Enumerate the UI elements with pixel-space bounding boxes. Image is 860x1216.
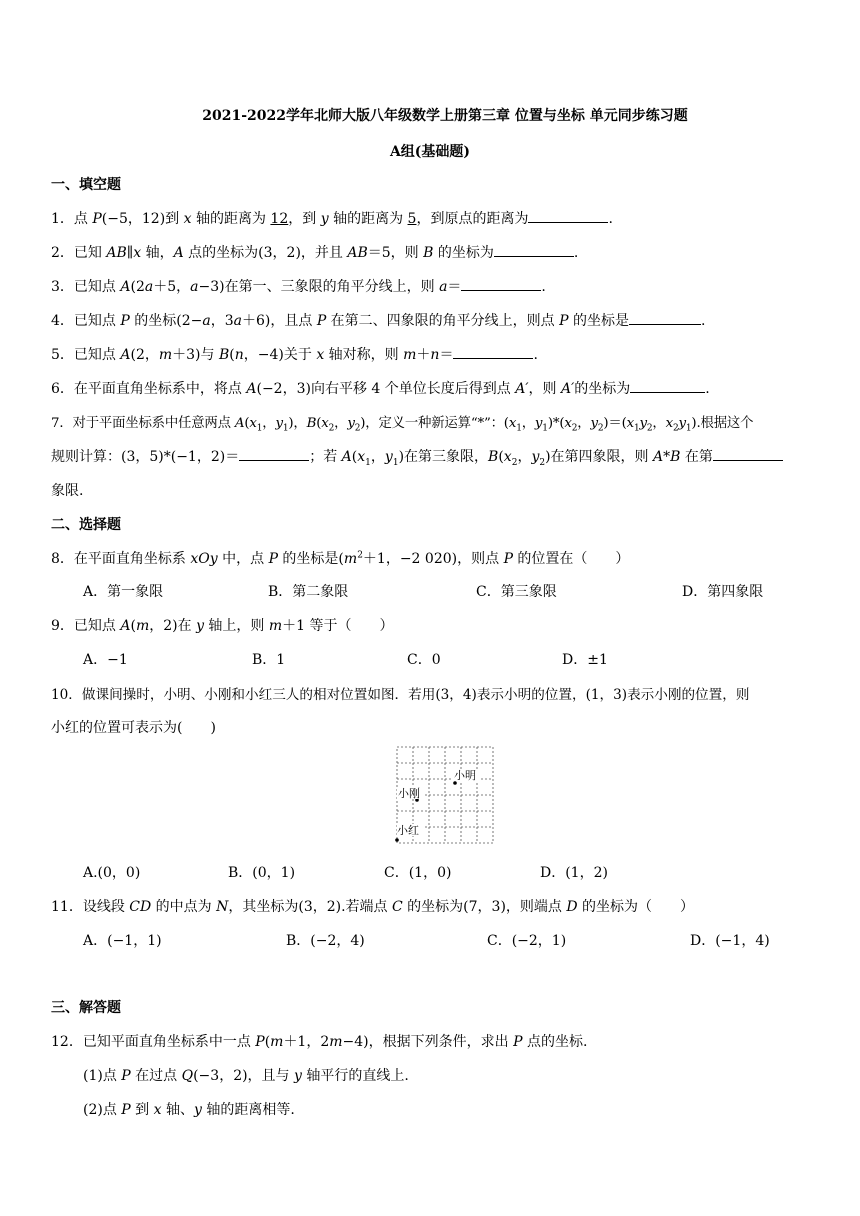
label-xiaoming: 小明 (454, 769, 476, 782)
text: ， (652, 416, 666, 431)
text: ， (262, 416, 276, 431)
q9-option-d[interactable]: D．±1 (562, 652, 608, 668)
text: 的坐标是 (568, 313, 630, 329)
question-9 (51, 615, 394, 635)
var: y (294, 1068, 302, 1084)
text: 8．在平面直角坐标系 (51, 551, 191, 567)
text: 的中点为 (151, 899, 217, 915)
text: ， (370, 449, 385, 465)
text: ＋3)与 (172, 347, 219, 363)
text: 11．设线段 (51, 899, 130, 915)
var: x (183, 211, 192, 227)
question-7-line-1 (51, 412, 754, 434)
q8-option-b[interactable]: B．第二象限 (268, 584, 349, 600)
var: m (270, 1034, 284, 1050)
subscript: 2 (328, 423, 335, 434)
text: ＋5， (153, 279, 191, 295)
var: P (503, 551, 513, 567)
var: AB (106, 245, 127, 261)
var: A (341, 449, 352, 465)
text: 4．已知点 (51, 313, 121, 329)
var: a (233, 313, 242, 329)
text: ＋ (416, 347, 431, 363)
var: n (234, 347, 244, 363)
var: x (153, 1102, 162, 1118)
var: A (120, 618, 131, 634)
var: a (439, 279, 448, 295)
var: x (503, 449, 512, 465)
question-7-line-3: 象限. (51, 483, 84, 499)
text: ，2)在 (149, 618, 197, 634)
text: ， (577, 416, 591, 431)
q8-option-d[interactable]: D．第四象限 (682, 584, 764, 600)
text: 轴、 (161, 1102, 194, 1118)
text: )，定义一种新运算“*”：( (360, 416, 509, 431)
question-12-part-2 (83, 1099, 295, 1119)
var: m (268, 618, 283, 634)
superscript: 2 (357, 550, 363, 561)
var: m (158, 347, 173, 363)
var: x (249, 416, 257, 431)
text: . (608, 211, 613, 227)
text: 6．在平面直角坐标系中，将点 (51, 381, 247, 397)
var: y (384, 449, 393, 465)
text: 轴的距离为 (191, 211, 271, 227)
q11-option-c[interactable]: C．(−2，1) (487, 933, 567, 949)
text: 的坐标为（ ） (577, 899, 695, 915)
text: ).根据这个 (691, 416, 754, 431)
q10-option-c[interactable]: C．(1，0) (384, 865, 452, 881)
text: 7．对于平面坐标系中任意两点 (51, 416, 235, 431)
var: x (321, 416, 329, 431)
var: x (564, 416, 572, 431)
q9-option-c[interactable]: C．0 (407, 652, 441, 668)
question-5 (51, 344, 538, 364)
var: CD (129, 899, 152, 915)
text: * (663, 449, 671, 465)
q10-option-d[interactable]: D．(1，2) (540, 865, 608, 881)
var: A (120, 279, 131, 295)
subscript: 2 (597, 423, 604, 434)
var: B (306, 416, 317, 431)
question-12-part-1 (83, 1065, 409, 1085)
var: AB (347, 245, 368, 261)
text: ，3 (210, 313, 234, 329)
question-3 (51, 276, 546, 296)
var: P (316, 313, 327, 329)
text: 轴， (141, 245, 174, 261)
q8-option-c[interactable]: C．第三象限 (476, 584, 557, 600)
answer-blank[interactable] (461, 276, 541, 291)
text: )在第四象限，则 (545, 449, 654, 465)
text: )， (288, 416, 307, 431)
var: P (268, 551, 278, 567)
answer-blank[interactable] (239, 446, 309, 461)
text: ( (316, 416, 322, 431)
q8-option-a[interactable]: A．第一象限 (83, 584, 164, 600)
text: ( (264, 1034, 271, 1050)
text: (2)点 (83, 1102, 122, 1118)
answer-blank[interactable] (630, 378, 705, 393)
section-fill-in: 一、填空题 (51, 177, 121, 193)
text: ( (351, 449, 358, 465)
text: ，则 (528, 381, 561, 397)
var: x (316, 347, 325, 363)
question-10-line-1: 10．做课间操时，小明、小刚和小红三人的相对位置如图．若用(3，4)表示小明的位置，(1，3)表示小刚的位置，则 (51, 687, 750, 703)
question-2 (51, 242, 578, 262)
var: y (590, 416, 598, 431)
var: A (234, 416, 245, 431)
text: 在第二、四象限的角平分线上，则点 (326, 313, 560, 329)
text: 规则计算：(3，5)*(−1，2)＝ (51, 449, 240, 465)
var: P (120, 313, 130, 329)
answer-blank[interactable] (629, 310, 701, 325)
text: 的坐标为 (433, 245, 494, 261)
text: ＋6)，且点 (241, 313, 317, 329)
var: y (531, 449, 540, 465)
text: ( (498, 449, 504, 465)
var: y (193, 1102, 202, 1118)
text: 2．已知 (51, 245, 107, 261)
subscript: 1 (256, 423, 263, 434)
subscript: 1 (282, 423, 289, 434)
text: 在过点 (130, 1068, 182, 1084)
var: C (392, 899, 403, 915)
text: ＋1 等于（ ） (282, 618, 394, 634)
var: a (144, 279, 154, 295)
var: m (403, 347, 417, 363)
text: 3．已知点 (51, 279, 121, 295)
var: B (218, 347, 230, 363)
text: 点的坐标为(3，2)，并且 (183, 245, 348, 261)
var: x (357, 449, 366, 465)
var: m (135, 618, 150, 634)
text: 5．已知点 (51, 347, 121, 363)
var: y (275, 416, 283, 431)
answer-blank[interactable] (453, 344, 533, 359)
question-12 (51, 1031, 587, 1051)
text: ， (334, 416, 348, 431)
subscript: 2 (571, 423, 578, 434)
text: 的坐标为 (574, 381, 631, 397)
question-7-line-2 (51, 446, 783, 466)
var: y (639, 416, 647, 431)
section-solution: 三、解答题 (51, 1000, 121, 1016)
group-title: A组(基础题) (389, 144, 471, 160)
q9-option-b[interactable]: B．1 (252, 652, 286, 668)
answer-blank[interactable] (494, 242, 574, 257)
text: ，−4)关于 (243, 347, 317, 363)
var: A′ (560, 381, 575, 397)
text: . (573, 245, 579, 261)
text: ，到 (288, 211, 321, 227)
subscript: 2 (354, 423, 361, 434)
var: P (255, 1034, 265, 1050)
text: 的位置在（ ） (512, 551, 630, 567)
question-1 (51, 208, 613, 228)
var: y (196, 618, 204, 634)
text: ＝ (439, 347, 454, 363)
text: (−3，2)，且与 (193, 1068, 295, 1084)
question-6 (51, 378, 710, 398)
text: ( (130, 618, 136, 634)
text: ， (521, 416, 535, 431)
subscript: 1 (516, 423, 522, 434)
var: D (566, 899, 578, 915)
var: Q (181, 1068, 194, 1084)
text: 9．已知点 (51, 618, 121, 634)
var: P (513, 1034, 523, 1050)
text: )＝( (603, 416, 627, 431)
document-title: 2021-2022学年北师大版八年级数学上册第三章 位置与坐标 单元同步练习题 (202, 108, 688, 124)
q10-option-a[interactable]: A.(0，0) (83, 865, 141, 881)
var: xOy (190, 551, 218, 567)
question-10-line-2: 小红的位置可表示为( ) (51, 720, 216, 736)
answer-blank[interactable] (528, 208, 608, 223)
label-xiaogang: 小刚 (398, 787, 420, 800)
text: 中，点 (217, 551, 269, 567)
text: 的坐标(2− (129, 313, 203, 329)
var: B (488, 449, 499, 465)
text: )*( (547, 416, 565, 431)
subscript: 1 (633, 423, 640, 434)
subscript: 2 (511, 457, 518, 468)
var: n (430, 347, 440, 363)
text: ＝5，则 (367, 245, 424, 261)
text: ，到原点的距离为 (416, 211, 529, 227)
subscript: 1 (392, 457, 399, 468)
var: y (347, 416, 355, 431)
var: A′ (515, 381, 529, 397)
var: B (423, 245, 434, 261)
text: 轴的距离为 (328, 211, 408, 227)
answer-blank[interactable] (713, 446, 783, 461)
var: y (320, 211, 329, 227)
text: ( (229, 347, 235, 363)
var: y (678, 416, 686, 431)
position-grid-figure (395, 745, 497, 849)
text: . (705, 381, 710, 397)
question-4 (51, 310, 705, 330)
var: P (121, 1068, 131, 1084)
var: A (246, 381, 257, 397)
subscript: 1 (365, 457, 371, 468)
text: (1)点 (83, 1068, 122, 1084)
text: 到 (130, 1102, 154, 1118)
text: 的坐标为(7，3)，则端点 (402, 899, 567, 915)
answer-underlined: 5 (407, 211, 417, 227)
subscript: 2 (646, 423, 653, 434)
var: a (190, 279, 199, 295)
text: (−5，12)到 (101, 211, 184, 227)
q11-option-a[interactable]: A．(−1，1) (83, 933, 162, 949)
label-xiaohong: 小红 (397, 824, 419, 837)
var: m (343, 551, 358, 567)
var: P (92, 211, 102, 227)
var: A (173, 245, 184, 261)
text: 轴对称，则 (324, 347, 404, 363)
text: )在第三象限， (398, 449, 489, 465)
section-multiple-choice: 二、选择题 (51, 517, 121, 533)
text: . (533, 347, 538, 363)
q9-option-a[interactable]: A．−1 (83, 652, 128, 668)
text: 12．已知平面直角坐标系中一点 (51, 1034, 256, 1050)
var: P (121, 1102, 131, 1118)
text: ， (517, 449, 532, 465)
text: 1．点 (51, 211, 93, 227)
var: B (670, 449, 681, 465)
subscript: 2 (672, 423, 679, 434)
subscript: 1 (685, 423, 692, 434)
var: A (653, 449, 664, 465)
var: x (133, 245, 142, 261)
text: (2， (130, 347, 159, 363)
text: (−2，3)向右平移 4 个单位长度后得到点 (256, 381, 516, 397)
var: x (665, 416, 673, 431)
question-11 (51, 896, 694, 916)
var: N (216, 899, 229, 915)
text: 轴上，则 (203, 618, 269, 634)
text: 点的坐标. (522, 1034, 588, 1050)
text: . (541, 279, 546, 295)
text: ；若 (309, 449, 342, 465)
answer-underlined: 12 (270, 211, 289, 227)
var: A (120, 347, 131, 363)
text: ＋1，−2 020)，则点 (362, 551, 504, 567)
var: y (534, 416, 543, 431)
subscript: 1 (542, 423, 548, 434)
question-8 (51, 548, 629, 568)
q11-option-b[interactable]: B．(−2，4) (286, 933, 365, 949)
xiaohong-point (395, 838, 399, 842)
var: x (626, 416, 634, 431)
text: ，其坐标为(3，2).若端点 (228, 899, 392, 915)
text: ＋1，2 (283, 1034, 330, 1050)
var: m (329, 1034, 343, 1050)
subscript: 2 (539, 457, 546, 468)
text: ＝ (447, 279, 462, 295)
var: a (202, 313, 211, 329)
text: 的坐标是( (277, 551, 344, 567)
text: (2 (130, 279, 145, 295)
text: −4)，根据下列条件，求出 (342, 1034, 514, 1050)
text: 轴平行的直线上. (301, 1068, 409, 1084)
q11-option-d[interactable]: D．(−1，4) (690, 933, 770, 949)
text: 在第 (680, 449, 713, 465)
text: 轴的距离相等. (201, 1102, 295, 1118)
position-grid (395, 745, 497, 845)
var: x (508, 416, 517, 431)
q10-option-b[interactable]: B．(0，1) (228, 865, 296, 881)
text: ( (244, 416, 250, 431)
text: . (701, 313, 706, 329)
text: −3)在第一、三象限的角平分线上，则 (198, 279, 440, 295)
var: P (559, 313, 569, 329)
text: ∥ (126, 245, 134, 261)
